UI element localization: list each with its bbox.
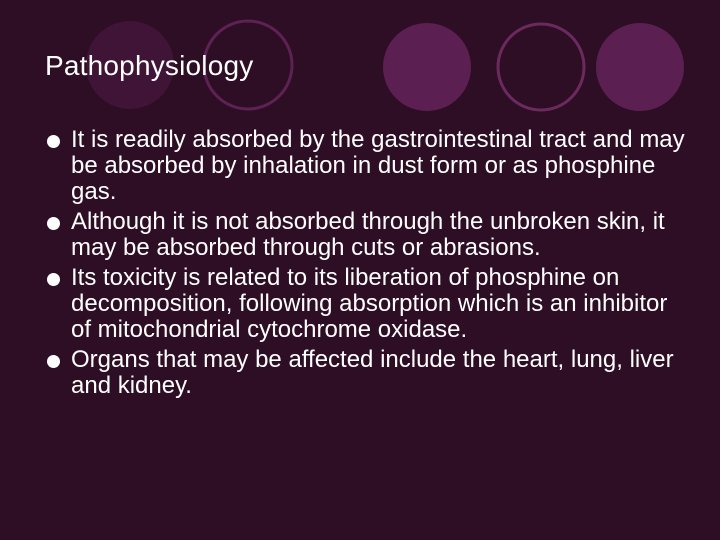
slide-title: Pathophysiology xyxy=(45,50,254,81)
bullet-text: Although it is not absorbed through the unbroken skin, it may be absorbed through cuts or abrasions. xyxy=(71,208,665,261)
bullet-item xyxy=(45,127,685,205)
bullet-dot-icon xyxy=(47,355,60,368)
decor-circle-4 xyxy=(498,24,584,110)
bullet-text: Its toxicity is related to its liberation of phosphine on decomposition, following absorption which is an inhibitor of mitochondrial cytochrome oxidase. xyxy=(71,264,668,343)
bullet-dot-icon xyxy=(47,217,60,230)
decor-circle-5 xyxy=(596,23,684,111)
bullet-item xyxy=(45,209,685,261)
bullet-dot-icon xyxy=(47,135,60,148)
bullet-item xyxy=(45,347,685,399)
bullet-text: It is readily absorbed by the gastrointestinal tract and may be absorbed by inhalation in dust form or as phosphine gas. xyxy=(71,126,685,205)
bullet-list xyxy=(45,127,685,403)
bullet-text: Organs that may be affected include the heart, lung, liver and kidney. xyxy=(71,346,674,399)
decor-circle-3 xyxy=(383,23,471,111)
bullet-item xyxy=(45,265,685,343)
bullet-dot-icon xyxy=(47,273,60,286)
